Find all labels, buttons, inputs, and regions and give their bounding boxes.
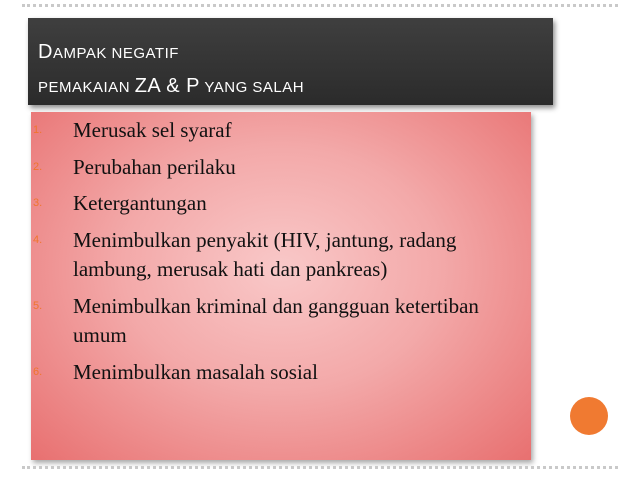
list-item [31,358,513,388]
list-number: 6. [33,365,43,378]
title-line2-c: YANG SALAH [199,79,305,96]
title-line-1 [38,36,304,70]
list-item [31,189,513,219]
title-line-2 [38,70,304,104]
list-item [31,226,513,285]
title-line2-a: PEMAKAIAN [38,79,135,96]
list-item-text: Menimbulkan kriminal dan gangguan ketertiban umum [73,293,479,347]
list-number: 1. [33,124,43,136]
list-item [31,116,513,146]
list-item-text: Menimbulkan penyakit (HIV, jantung, radang lambung, merusak hati dan pankreas) [73,227,457,281]
list-item [31,292,513,351]
list-number: 2. [33,160,43,173]
slide-title [38,36,304,104]
title-line2-b: ZA & P [134,75,200,97]
list-item-text: Menimbulkan masalah sosial [73,359,318,384]
title-bar [28,18,553,105]
list-number: 5. [33,299,43,312]
top-dotted-border [22,4,618,11]
list-item-text: Ketergantungan [73,191,207,215]
list-item-text: Perubahan perilaku [73,154,236,179]
orange-circle-decoration [570,397,608,435]
list-number: 4. [33,233,43,246]
impact-list [31,116,513,387]
bottom-dotted-border [22,466,618,473]
list-number: 3. [33,197,43,209]
title-line1-rest: AMPAK NEGATIF [52,45,179,62]
content-box [31,112,531,460]
title-initial: D [38,41,53,63]
list-item-text: Merusak sel syaraf [73,118,232,142]
list-item [31,153,513,183]
